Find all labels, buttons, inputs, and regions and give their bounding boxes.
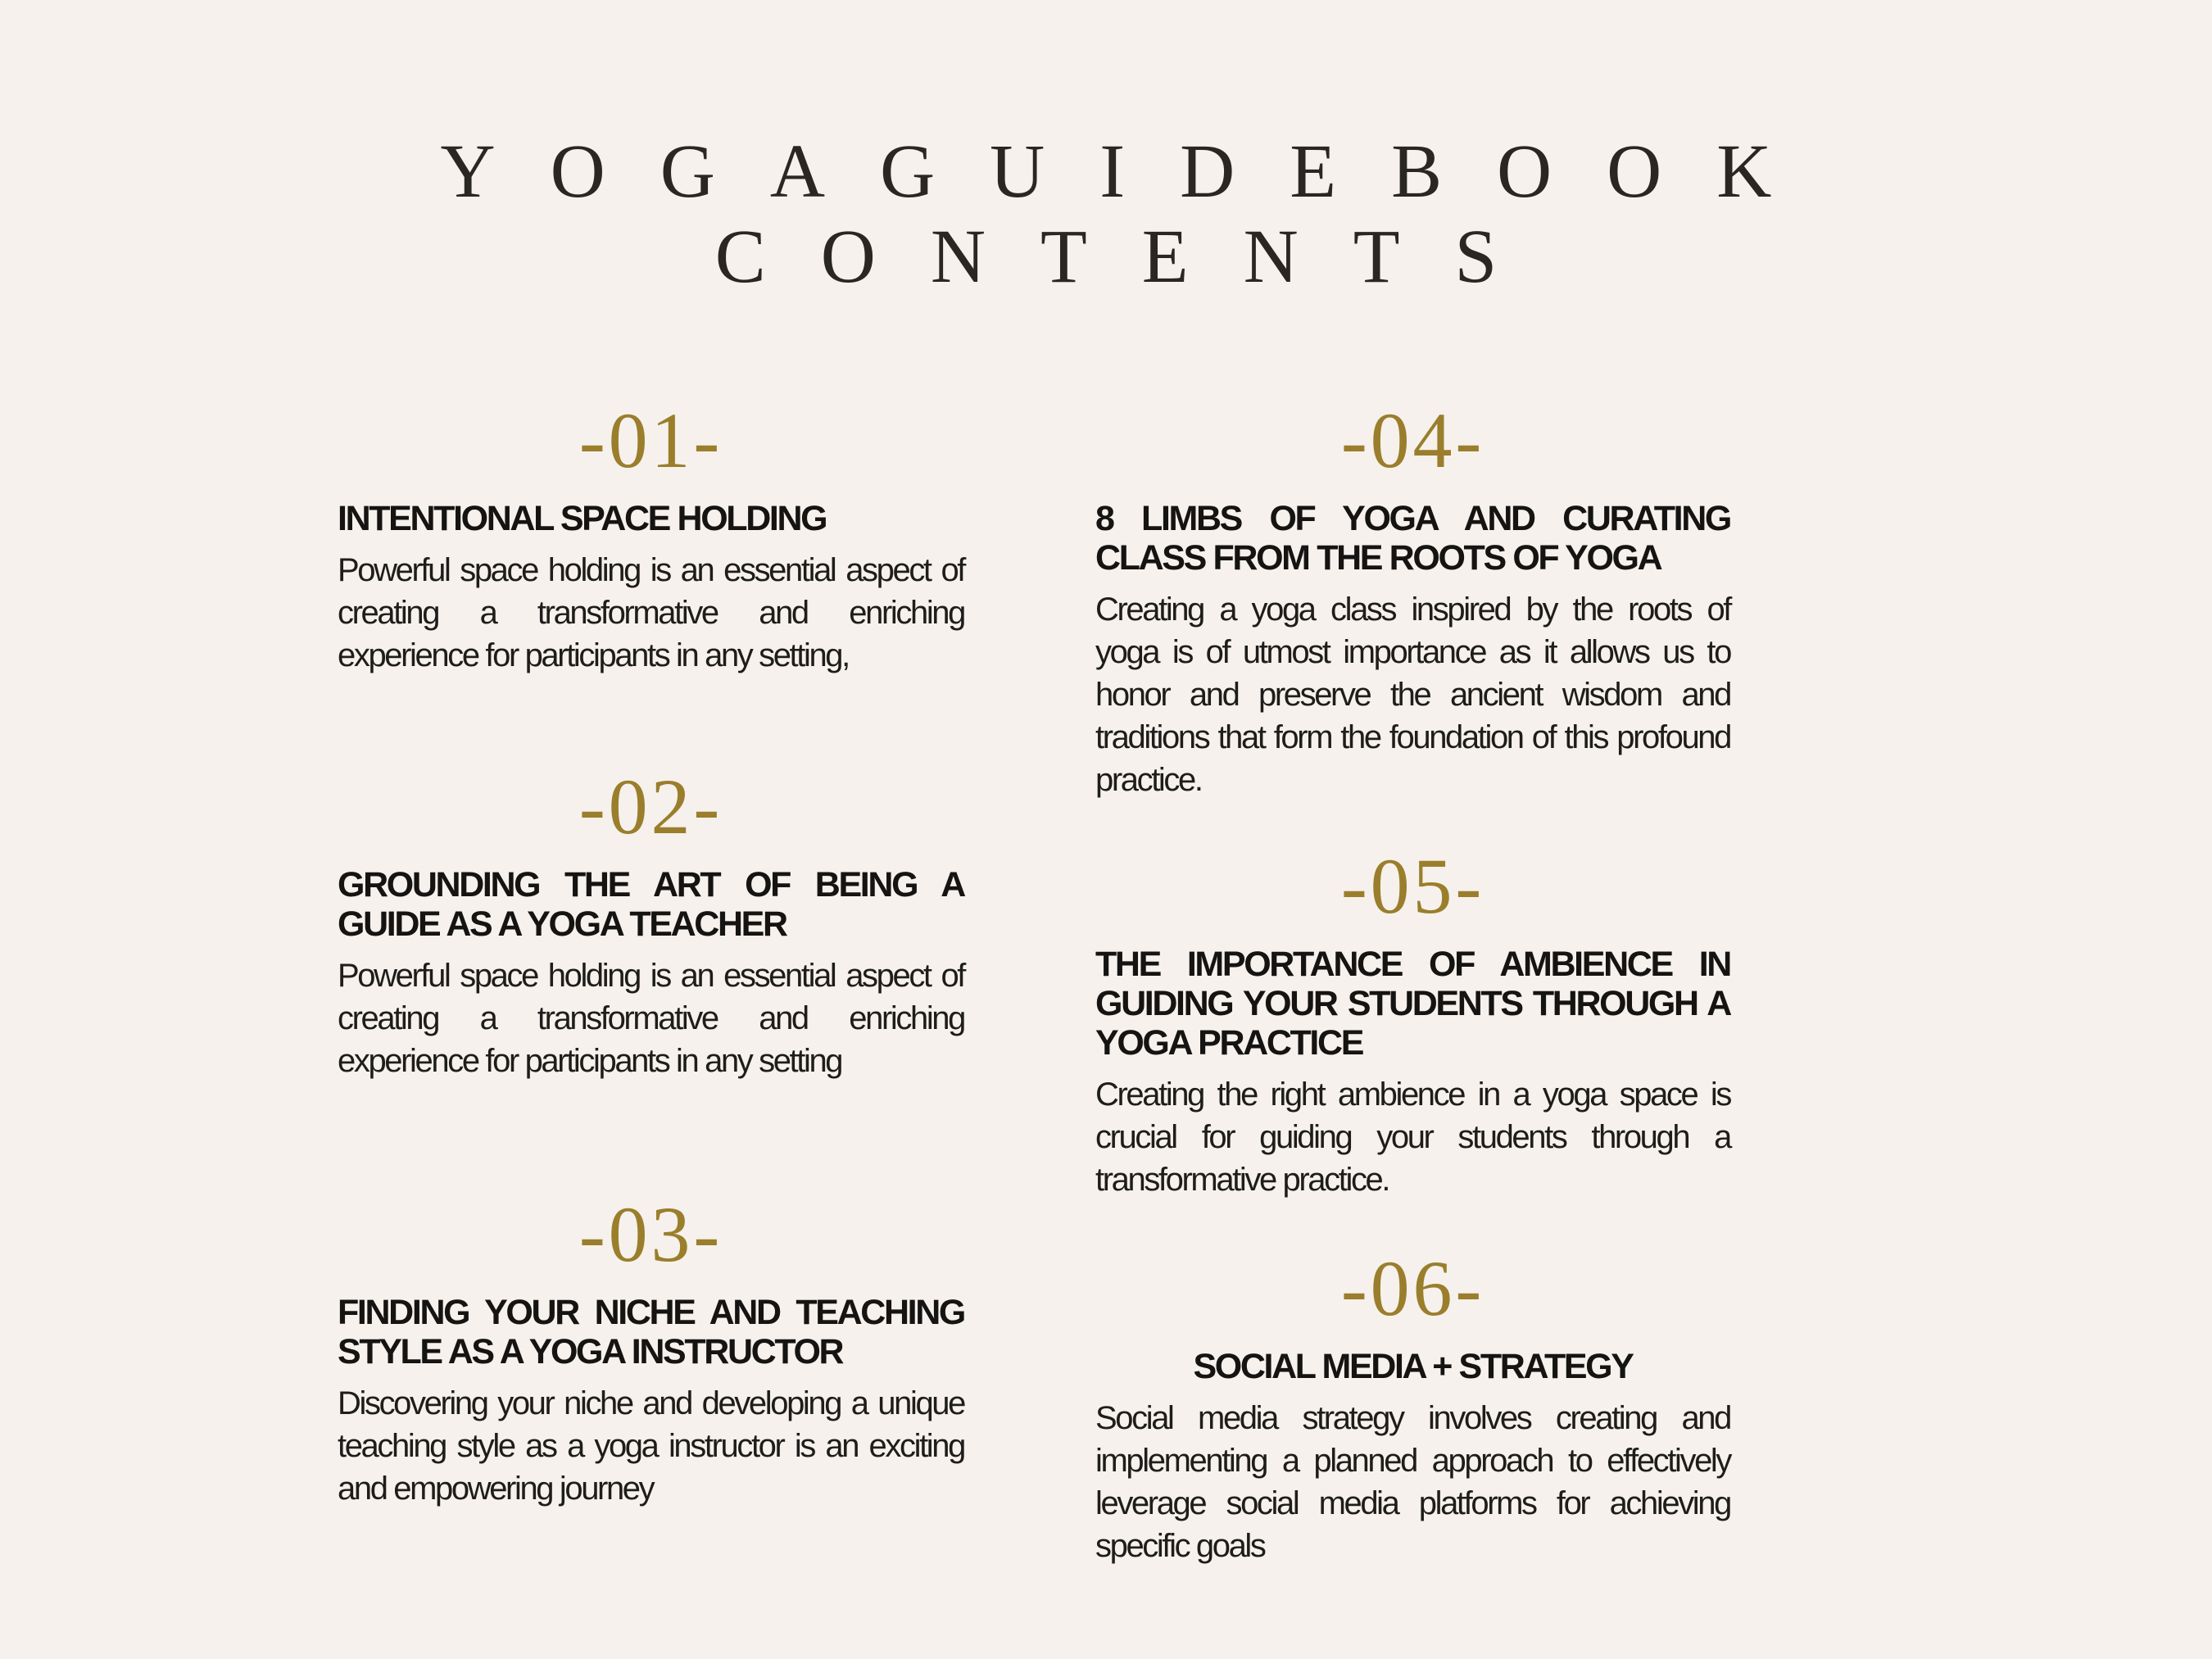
contents-column-left — [338, 397, 964, 1510]
entry-description-06: Social media strategy involves creating and implementing a planned approach to effectively leverage social media platforms for achieving specific goals — [1095, 1400, 1730, 1564]
toc-entry-04 — [1095, 397, 1730, 801]
entry-heading-05: THE IMPORTANCE OF AMBIENCE IN GUIDING YOUR STUDENTS THROUGH A YOGA PRACTICE — [1095, 945, 1730, 1063]
toc-entry-03 — [338, 1190, 964, 1510]
entry-number-04: -04- — [1340, 397, 1485, 484]
page-title-text — [0, 129, 2212, 300]
entry-description-04: Creating a yoga class inspired by the roots of yoga is of utmost importance as it allows us to honor and preserve the ancient wisdom and traditions that form the foundation of this profound practice. — [1095, 592, 1730, 798]
entry-heading-02: GROUNDING THE ART OF BEING A GUIDE AS A YOGA TEACHER — [338, 865, 964, 944]
page-title-line-2: CONTENTS — [714, 215, 1552, 299]
entry-heading-06: SOCIAL MEDIA + STRATEGY — [1193, 1347, 1633, 1386]
page-title — [0, 0, 2212, 300]
entry-description-05: Creating the right ambience in a yoga space is crucial for guiding your students through a transformative practice. — [1095, 1077, 1730, 1198]
entry-description-03: Discovering your niche and developing a unique teaching style as a yoga instructor is an exciting and empowering journey — [338, 1385, 964, 1507]
page-title-line-1: YOGAGUIDEBOOK — [440, 129, 1827, 214]
toc-entry-01 — [338, 397, 964, 677]
entry-description-02: Powerful space holding is an essential aspect of creating a transformative and enriching experience for participants in any setting — [338, 958, 964, 1079]
entry-heading-01: INTENTIONAL SPACE HOLDING — [338, 499, 827, 538]
entry-number-03: -03- — [578, 1190, 723, 1278]
entry-number-01: -01- — [578, 397, 723, 484]
toc-entry-05 — [1095, 842, 1730, 1201]
contents-column-right — [1095, 397, 1730, 1567]
toc-entry-06 — [1095, 1244, 1730, 1567]
entry-number-05: -05- — [1340, 842, 1485, 930]
entry-number-06: -06- — [1340, 1244, 1485, 1332]
contents-columns — [0, 397, 2212, 1567]
entry-heading-04: 8 LIMBS OF YOGA AND CURATING CLASS FROM THE ROOTS OF YOGA — [1095, 499, 1730, 578]
entry-heading-03: FINDING YOUR NICHE AND TEACHING STYLE AS A YOGA INSTRUCTOR — [338, 1293, 964, 1371]
toc-entry-02 — [338, 763, 964, 1082]
entry-number-02: -02- — [578, 763, 723, 850]
entry-description-01: Powerful space holding is an essential aspect of creating a transformative and enriching experience for participants in any setting, — [338, 552, 964, 673]
